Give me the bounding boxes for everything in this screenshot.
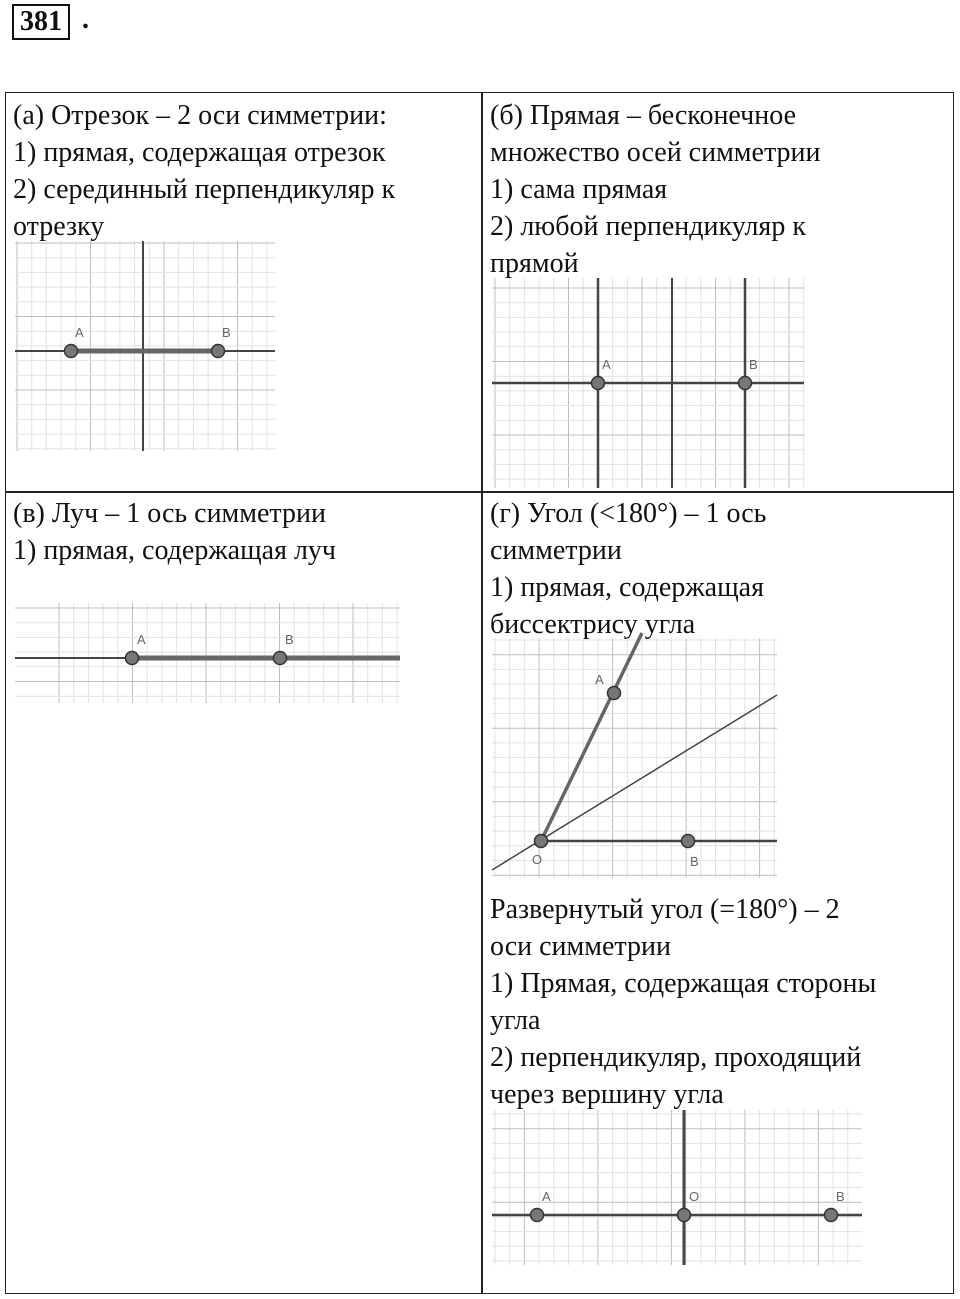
- label-A: A: [137, 632, 146, 647]
- label-B: B: [690, 854, 699, 869]
- cell-a-text: (а) Отрезок – 2 оси симметрии: 1) прямая, содержащая отрезок 2) серединный перпендикуляр к отрезку: [13, 100, 396, 242]
- table-column-divider: [481, 93, 483, 1293]
- table-row-divider: [6, 491, 953, 493]
- figure-straight-angle: [492, 1110, 862, 1265]
- point-B: [682, 835, 695, 848]
- point-O: [535, 835, 548, 848]
- cell-b-text: (б) Прямая – бесконечное множество осей симметрии 1) сама прямая 2) любой перпендикуляр к прямой: [490, 100, 821, 279]
- cell-g-text2: Развернутый угол (=180°) – 2 оси симметрии 1) Прямая, содержащая стороны угла 2) перпендикуляр, проходящий через вершину угла: [490, 894, 877, 1110]
- label-B: B: [749, 357, 758, 372]
- label-B: B: [836, 1189, 845, 1204]
- point-B: [739, 377, 752, 390]
- label-B: B: [285, 632, 294, 647]
- figure-ray: [15, 603, 400, 703]
- point-A: [65, 345, 78, 358]
- point-B: [825, 1209, 838, 1222]
- point-B: [212, 345, 225, 358]
- cell-g-text: (г) Угол (<180°) – 1 ось симметрии 1) прямая, содержащая биссектрису угла: [490, 498, 767, 640]
- point-A: [531, 1209, 544, 1222]
- label-A: A: [595, 672, 604, 687]
- label-A: A: [602, 357, 611, 372]
- label-A: A: [542, 1189, 551, 1204]
- figure-segment: [15, 241, 275, 451]
- label-O: O: [532, 852, 543, 867]
- problem-number: 381: [12, 4, 70, 40]
- label-A: A: [75, 325, 84, 340]
- point-A: [126, 652, 139, 665]
- label-O: O: [689, 1189, 700, 1204]
- point-A: [592, 377, 605, 390]
- problem-number-dot: .: [82, 4, 89, 35]
- figure-line: [492, 278, 804, 488]
- point-O: [678, 1209, 691, 1222]
- point-B: [274, 652, 287, 665]
- cell-v-text: (в) Луч – 1 ось симметрии 1) прямая, содержащая луч: [13, 498, 337, 566]
- figure-angle: [492, 638, 777, 878]
- point-A: [608, 687, 621, 700]
- answer-table: [5, 92, 954, 1294]
- label-B: B: [222, 325, 231, 340]
